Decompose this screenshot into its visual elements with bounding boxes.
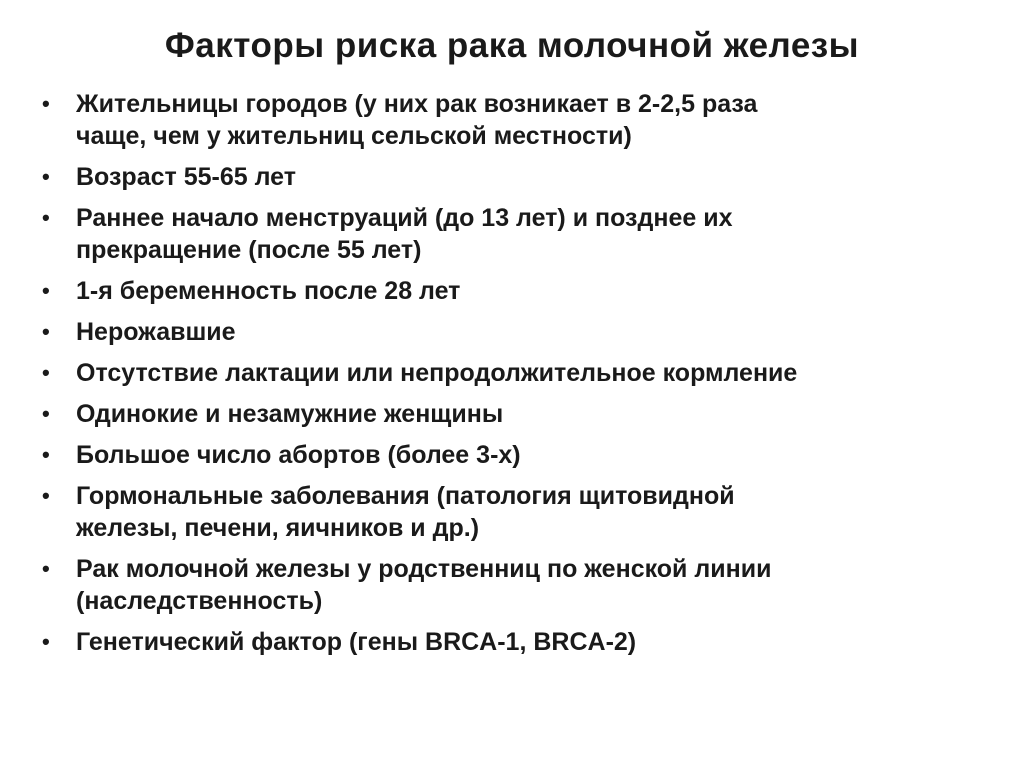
bullet-item — [42, 480, 1002, 544]
bullet-item — [42, 161, 1002, 193]
bullet-text-line: прекращение (после 55 лет) — [76, 236, 422, 264]
bullet-item — [42, 316, 1002, 348]
bullet-dot-icon: • — [42, 401, 50, 426]
bullet-dot-icon: • — [42, 483, 50, 508]
bullet-dot-icon: • — [42, 442, 50, 467]
bullet-text-line: Жительницы городов (у них рак возникает в 2-2,5 раза — [76, 90, 758, 118]
bullet-text-line: (наследственность) — [76, 587, 323, 615]
bullet-list — [42, 88, 1002, 667]
bullet-item — [42, 275, 1002, 307]
bullet-item — [42, 398, 1002, 430]
bullet-item — [42, 439, 1002, 471]
bullet-dot-icon: • — [42, 278, 50, 303]
slide-title: Факторы риска рака молочной железы — [164, 26, 860, 65]
bullet-dot-icon: • — [42, 164, 50, 189]
bullet-text-line: 1-я беременность после 28 лет — [76, 277, 461, 305]
bullet-dot-icon: • — [42, 360, 50, 385]
bullet-dot-icon: • — [42, 556, 50, 581]
bullet-text-line: Нерожавшие — [76, 318, 236, 346]
bullet-item — [42, 626, 1002, 658]
bullet-text-line: Возраст 55-65 лет — [76, 163, 296, 191]
bullet-text-line: железы, печени, яичников и др.) — [76, 514, 480, 542]
bullet-text-line: Одинокие и незамужние женщины — [76, 400, 504, 428]
bullet-item — [42, 357, 1002, 389]
bullet-text-line: Раннее начало менструаций (до 13 лет) и позднее их — [76, 204, 733, 232]
bullet-dot-icon: • — [42, 319, 50, 344]
bullet-text-line: Генетический фактор (гены BRCA-1, BRCA-2) — [76, 628, 637, 656]
bullet-dot-icon: • — [42, 629, 50, 654]
bullet-text-line: Большое число абортов (более 3-х) — [76, 441, 521, 469]
bullet-text-line: Гормональные заболевания (патология щитовидной — [76, 482, 735, 510]
bullet-text-line: чаще, чем у жительниц сельской местности) — [76, 122, 632, 150]
bullet-dot-icon: • — [42, 205, 50, 230]
bullet-item — [42, 553, 1002, 617]
bullet-item — [42, 202, 1002, 266]
bullet-text-line: Отсутствие лактации или непродолжительное кормление — [76, 359, 798, 387]
bullet-dot-icon: • — [42, 91, 50, 116]
bullet-item — [42, 88, 1002, 152]
bullet-text-line: Рак молочной железы у родственниц по женской линии — [76, 555, 772, 583]
